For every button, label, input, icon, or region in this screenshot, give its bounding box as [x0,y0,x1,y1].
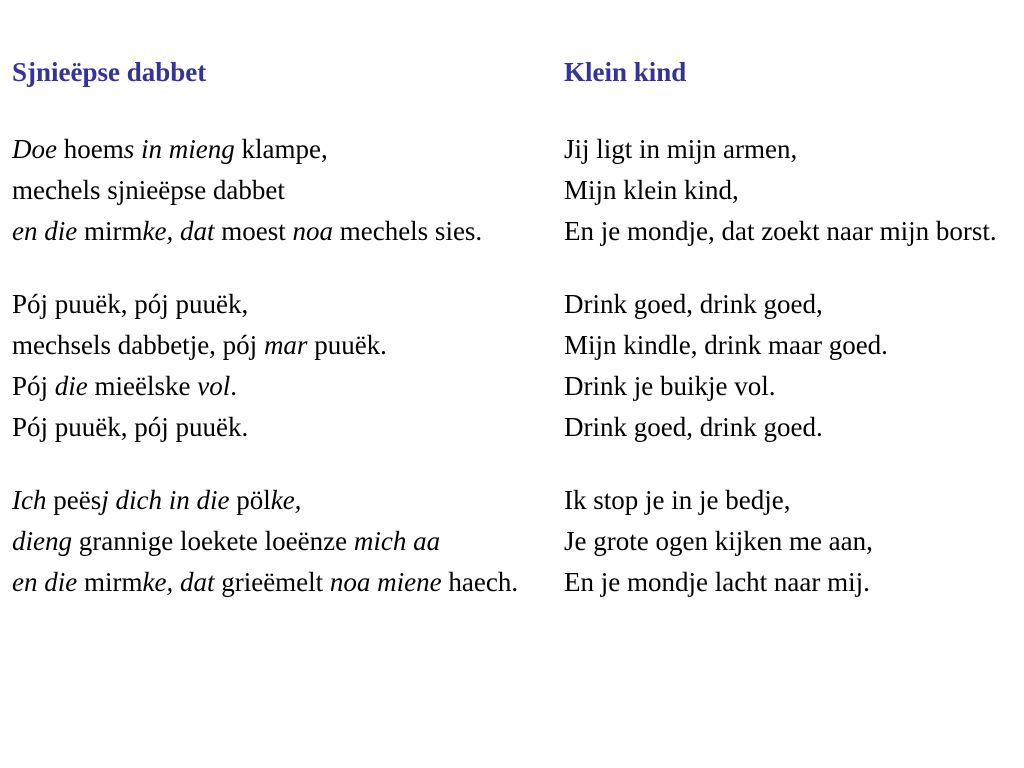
poem-line-segment: Drink goed, drink goed, [564,289,823,319]
poem-line [564,525,1004,557]
poem-line-segment: klampe, [234,134,328,164]
poem-line-segment: En je mondje, dat zoekt naar mijn borst. [564,216,997,246]
poem-body-right [564,133,1004,598]
poem-line-segment: grieëmelt [214,567,330,597]
poem-line-italic-segment: dieng [12,526,72,556]
poem-line-segment: Ik stop je in je bedje, [564,485,791,515]
poem-line [12,370,532,402]
poem-line-segment: hoem [56,134,124,164]
poem-line-italic-segment: Doe [12,134,57,164]
poem-line-italic-segment: ke, dat [142,216,215,246]
poem-title-left: Sjnieëpse dabbet [12,57,207,87]
poem-line-italic-segment: en die [12,567,78,597]
poem-line-segment: moest [214,216,293,246]
poem-line [564,133,1004,165]
poem-line-segment: En je mondje lacht naar mij. [564,567,870,597]
poem-line-italic-segment: ke, [270,485,302,515]
poem-line-segment: Je grote ogen kijken me aan, [564,526,873,556]
poem-line-segment: mechels sies. [332,216,483,246]
poem-line-segment: Mijn klein kind, [564,175,739,205]
poem-line-segment: mechels sjnieëpse dabbet [12,175,285,205]
poem-line-italic-segment: en die [12,216,78,246]
poem-line-italic-segment: mar [263,330,308,360]
poem-line-italic-segment: s in mieng [123,134,235,164]
poem-line-segment: grannige loekete loeënze [72,526,354,556]
poem-line [12,174,532,206]
poem-line [564,411,1004,443]
poem-line-segment: mechsels dabbetje, pój [12,330,264,360]
poem-line [564,288,1004,320]
poem-line-segment: Jij ligt in mijn armen, [564,134,798,164]
poem-line-italic-segment: noa [292,216,333,246]
poem-line-segment: mirm [77,567,143,597]
poem-line-segment: Pój puuëk, pój puuëk, [12,289,249,319]
poem-line [12,215,532,247]
poem-column-left [12,52,532,607]
poem-line-segment: mieëlske [87,371,198,401]
poem-line-italic-segment: vol [197,371,231,401]
poem-line-italic-segment: j dich in die [101,485,230,515]
poem-line-segment: Pój puuëk, pój puuëk. [12,412,249,442]
poem-line-segment: Drink je buikje vol. [564,371,776,401]
poem-line-segment: Drink goed, drink goed. [564,412,823,442]
poem-line [564,566,1004,598]
poem-line [12,484,532,516]
poem-column-right [564,52,1004,607]
poem-line-segment: mirm [77,216,143,246]
poem-line [12,329,532,361]
poem-line-segment: Mijn kindle, drink maar goed. [564,330,888,360]
poem-line [564,484,1004,516]
poem-line [12,288,532,320]
poem-line-italic-segment: die [54,371,88,401]
poem-line [564,370,1004,402]
poem-line-segment: Pój [12,371,55,401]
poem-line-italic-segment: mich aa [353,526,441,556]
poem-line [564,174,1004,206]
poem-line [12,133,532,165]
poem-line-segment: pöl [229,485,271,515]
poem-line [12,566,532,598]
poem-line-segment: . [230,371,237,401]
poem-line [12,411,532,443]
poem-line [564,215,1004,247]
poem-body-left [12,133,532,598]
poem-line-segment: haech. [441,567,519,597]
poem-line [564,329,1004,361]
poem-title-right: Klein kind [564,57,687,87]
poem-line [12,525,532,557]
poem-line-italic-segment: noa miene [329,567,442,597]
poem-line-italic-segment: ke, dat [142,567,215,597]
poem-line-segment: peës [46,485,102,515]
poem-line-italic-segment: Ich [12,485,47,515]
poem-line-segment: puuëk. [307,330,387,360]
